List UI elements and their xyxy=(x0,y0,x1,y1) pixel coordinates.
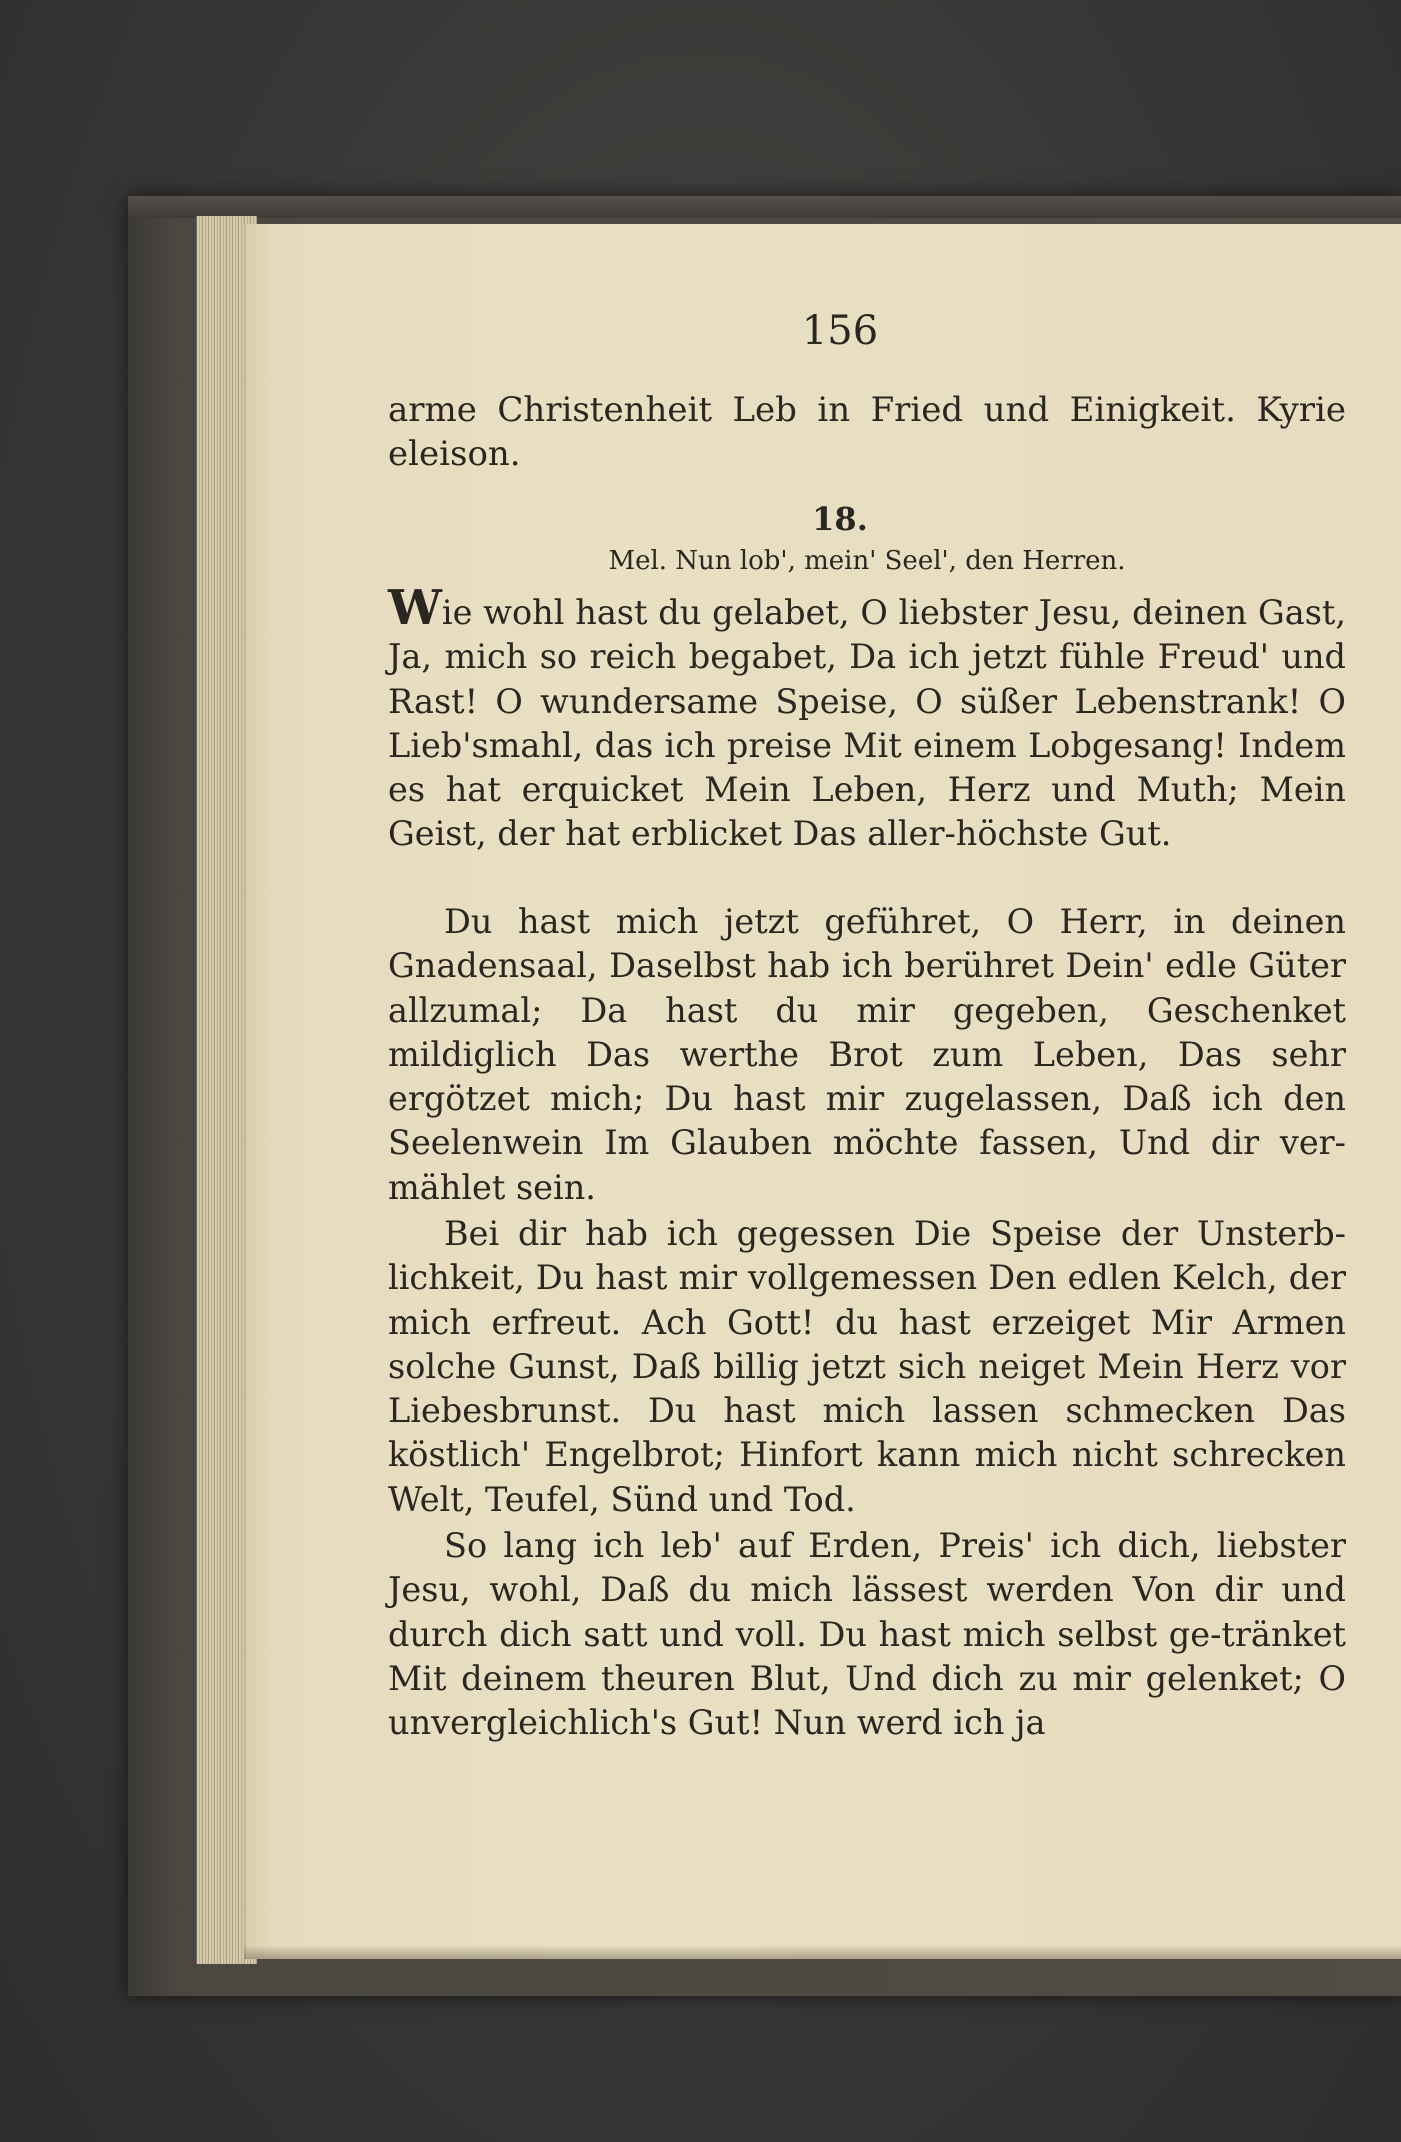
stanza-1-text: ie wohl hast du gelabet, O liebster Jesu, deinen Gast, Ja, mich so reich begabet, Da ich jetzt fühle Freud' und Rast! O wundersame Speise, O süßer Lebenstrank! O Lieb'smahl, das ich preise Mit einem Lobgesang! Indem es hat erquicket Mein Leben, Herz und Muth; Mein Geist, der hat erblicket Das aller-höchste Gut. xyxy=(388,593,1346,854)
hymn-stanza-2: Du hast mich jetzt geführet, O Herr, in deinen Gnadensaal, Daselbst hab ich berühret Dein' edle Güter allzumal; Da hast du mir gegeben, Geschenket mildiglich Das werthe Brot zum Leben, Das sehr ergötzet mich; Du hast mir zugelassen, Daß ich den Seelenwein Im Glauben möchte fassen, Und dir ver-mählet sein. xyxy=(388,902,1346,1207)
hymn-stanza-4: So lang ich leb' auf Erden, Preis' ich dich, liebster Jesu, wohl, Daß du mich lässest werden Von dir und durch dich satt und voll. Du hast mich selbst ge-tränket Mit deinem theuren Blut, Und dich zu mir gelenket; O unvergleichlich's Gut! Nun werd ich ja xyxy=(388,1526,1346,1743)
hymn-stanza-1 xyxy=(388,580,1346,857)
page-bottom-shadow xyxy=(244,1945,1401,1959)
book-cover-top-edge xyxy=(128,196,1401,218)
melody-line: Mel. Nun lob', mein' Seel', den Herren. xyxy=(608,546,1126,576)
hymn-stanza-3: Bei dir hab ich gegessen Die Speise der Unsterb-lichkeit, Du hast mir vollgemessen Den edlen Kelch, der mich erfreut. Ach Gott! du hast erzeiget Mir Armen solche Gunst, Daß billig jetzt sich neiget Mein Herz vor Liebesbrunst. Du hast mich lassen schmecken Das köstlich' Engelbrot; Hinfort kann mich nicht schrecken Welt, Teufel, Sünd und Tod. xyxy=(388,1214,1346,1519)
drop-cap-letter: W xyxy=(388,580,442,636)
intro-text: arme Christenheit Leb in Fried und Einigkeit. Kyrie eleison. xyxy=(388,390,1346,474)
hymn-number: 18. xyxy=(812,500,868,538)
page-number: 156 xyxy=(801,308,879,354)
